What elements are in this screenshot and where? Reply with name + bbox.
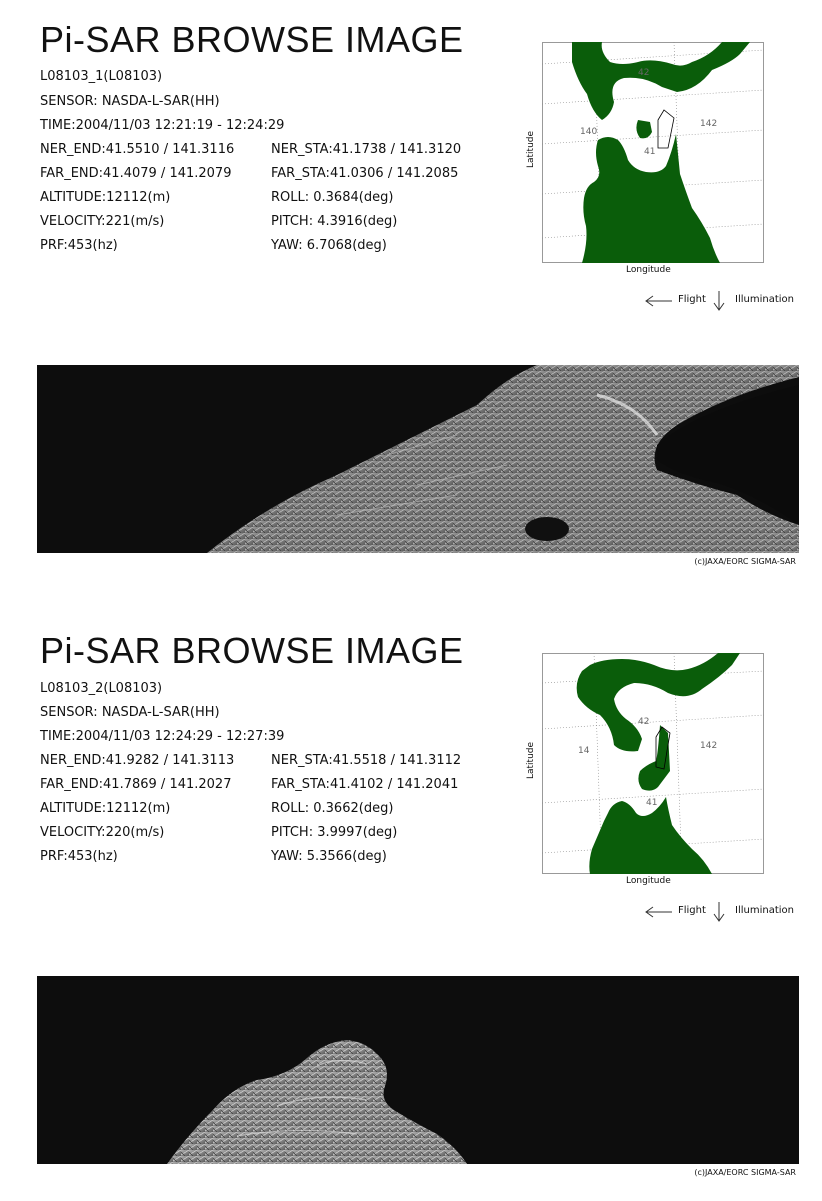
map-xlabel: Longitude (626, 876, 671, 886)
near-start-coords: NER_STA:41.1738 / 141.3120 (271, 142, 462, 157)
far-end-coords: FAR_END:41.7869 / 141.2027 (40, 777, 232, 792)
grid-label-42: 42 (638, 68, 650, 78)
velocity: VELOCITY:220(m/s) (40, 825, 165, 840)
near-end-coords: NER_END:41.5510 / 141.3116 (40, 142, 235, 157)
near-start-coords: NER_STA:41.5518 / 141.3112 (271, 753, 462, 768)
flight-label: Flight (678, 905, 706, 916)
browse-record-1 (0, 0, 822, 590)
copyright-notice: (c)JAXA/EORC SIGMA-SAR (694, 557, 796, 566)
grid-label-140: 140 (580, 127, 598, 137)
illumination-arrow-icon (712, 290, 726, 312)
roll: ROLL: 0.3684(deg) (271, 190, 394, 205)
yaw: YAW: 5.3566(deg) (271, 849, 387, 864)
page-title: Pi-SAR BROWSE IMAGE (40, 630, 464, 671)
far-start-coords: FAR_STA:41.0306 / 141.2085 (271, 166, 459, 181)
grid-label-142: 142 (700, 119, 718, 129)
velocity: VELOCITY:221(m/s) (40, 214, 165, 229)
map-ylabel: Latitude (526, 130, 536, 168)
far-start-coords: FAR_STA:41.4102 / 141.2041 (271, 777, 459, 792)
copyright-notice: (c)JAXA/EORC SIGMA-SAR (694, 1168, 796, 1177)
sar-browse-image (37, 365, 799, 553)
illumination-arrow-icon (712, 901, 726, 923)
acquisition-time: TIME:2004/11/03 12:21:19 - 12:24:29 (40, 118, 285, 133)
roll: ROLL: 0.3662(deg) (271, 801, 394, 816)
sensor-info: SENSOR: NASDA-L-SAR(HH) (40, 94, 220, 109)
map-ylabel: Latitude (526, 741, 536, 779)
illumination-label: Illumination (735, 905, 794, 916)
sar-browse-image (37, 976, 799, 1164)
map-xlabel: Longitude (626, 265, 671, 275)
pitch: PITCH: 3.9997(deg) (271, 825, 398, 840)
prf: PRF:453(hz) (40, 849, 118, 864)
grid-label-142: 142 (700, 741, 718, 751)
flight-label: Flight (678, 294, 706, 305)
scene-id: L08103_1(L08103) (40, 69, 163, 84)
altitude: ALTITUDE:12112(m) (40, 801, 171, 816)
scene-id: L08103_2(L08103) (40, 681, 163, 696)
location-map (542, 42, 764, 263)
grid-label-42: 42 (638, 717, 650, 727)
browse-record-2 (0, 611, 822, 1201)
page-title: Pi-SAR BROWSE IMAGE (40, 19, 464, 60)
grid-label-41: 41 (646, 798, 658, 808)
near-end-coords: NER_END:41.9282 / 141.3113 (40, 753, 235, 768)
illumination-label: Illumination (735, 294, 794, 305)
far-end-coords: FAR_END:41.4079 / 141.2079 (40, 166, 232, 181)
pitch: PITCH: 4.3916(deg) (271, 214, 398, 229)
yaw: YAW: 6.7068(deg) (271, 238, 387, 253)
altitude: ALTITUDE:12112(m) (40, 190, 171, 205)
prf: PRF:453(hz) (40, 238, 118, 253)
flight-arrow-icon (644, 294, 674, 308)
sensor-info: SENSOR: NASDA-L-SAR(HH) (40, 705, 220, 720)
location-map (542, 653, 764, 874)
flight-arrow-icon (644, 905, 674, 919)
grid-label-140: 14 (578, 746, 590, 756)
acquisition-time: TIME:2004/11/03 12:24:29 - 12:27:39 (40, 729, 285, 744)
grid-label-41: 41 (644, 147, 656, 157)
